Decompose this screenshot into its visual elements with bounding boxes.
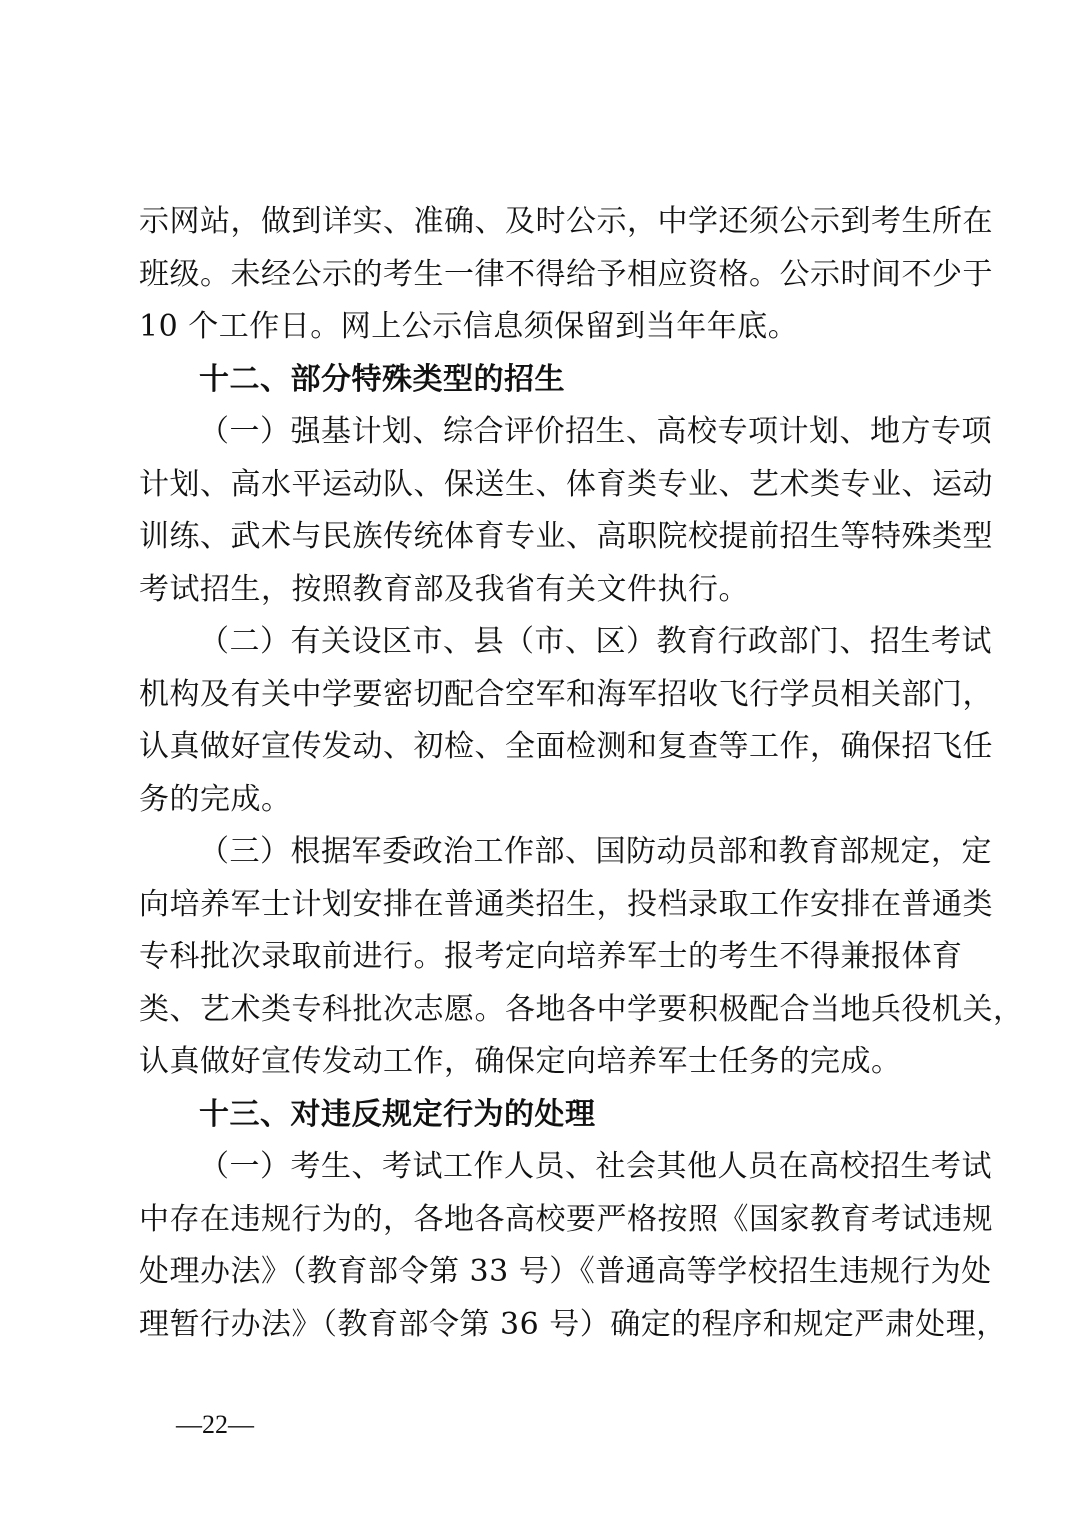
page-number: —22— bbox=[176, 1410, 254, 1439]
body-line: 务的完成。 bbox=[139, 781, 292, 817]
body-line: 班级。未经公示的考生一律不得给予相应资格。公示时间不少于 bbox=[139, 256, 993, 292]
body-line: （一）强基计划、综合评价招生、高校专项计划、地方专项 bbox=[199, 414, 992, 449]
body-line: 处理办法》（教育部令第 33 号）《普通高等学校招生违规行为处 bbox=[139, 1254, 992, 1289]
body-line: 计划、高水平运动队、保送生、体育类专业、艺术类专业、运动 bbox=[139, 466, 993, 502]
document-body bbox=[139, 196, 1024, 1351]
section-heading: 十二、部分特殊类型的招生 bbox=[199, 361, 565, 397]
body-line: 类、艺术类专科批次志愿。各地各中学要积极配合当地兵役机关， bbox=[139, 991, 1024, 1027]
body-line: （三）根据军委政治工作部、国防动员部和教育部规定，定 bbox=[199, 834, 992, 869]
body-line: （一）考生、考试工作人员、社会其他人员在高校招生考试 bbox=[199, 1149, 992, 1184]
body-line: 训练、武术与民族传统体育专业、高职院校提前招生等特殊类型 bbox=[139, 519, 993, 554]
body-line: 10 个工作日。网上公示信息须保留到当年年底。 bbox=[139, 309, 799, 344]
body-line: 中存在违规行为的，各地各高校要严格按照《国家教育考试违规 bbox=[139, 1201, 993, 1237]
body-line: 机构及有关中学要密切配合空军和海军招收飞行学员相关部门， bbox=[139, 676, 993, 712]
section-heading: 十三、对违反规定行为的处理 bbox=[199, 1096, 596, 1132]
body-line: （二）有关设区市、县（市、区）教育行政部门、招生考试 bbox=[199, 624, 992, 659]
body-line: 理暂行办法》（教育部令第 36 号）确定的程序和规定严肃处理， bbox=[139, 1306, 1007, 1342]
body-line: 专科批次录取前进行。报考定向培养军士的考生不得兼报体育 bbox=[139, 939, 963, 974]
body-line: 示网站，做到详实、准确、及时公示，中学还须公示到考生所在 bbox=[139, 204, 993, 239]
body-line: 考试招生，按照教育部及我省有关文件执行。 bbox=[139, 571, 749, 607]
body-line: 向培养军士计划安排在普通类招生，投档录取工作安排在普通类 bbox=[139, 886, 993, 922]
body-line: 认真做好宣传发动、初检、全面检测和复查等工作，确保招飞任 bbox=[139, 729, 993, 764]
body-line: 认真做好宣传发动工作，确保定向培养军士任务的完成。 bbox=[139, 1044, 902, 1079]
